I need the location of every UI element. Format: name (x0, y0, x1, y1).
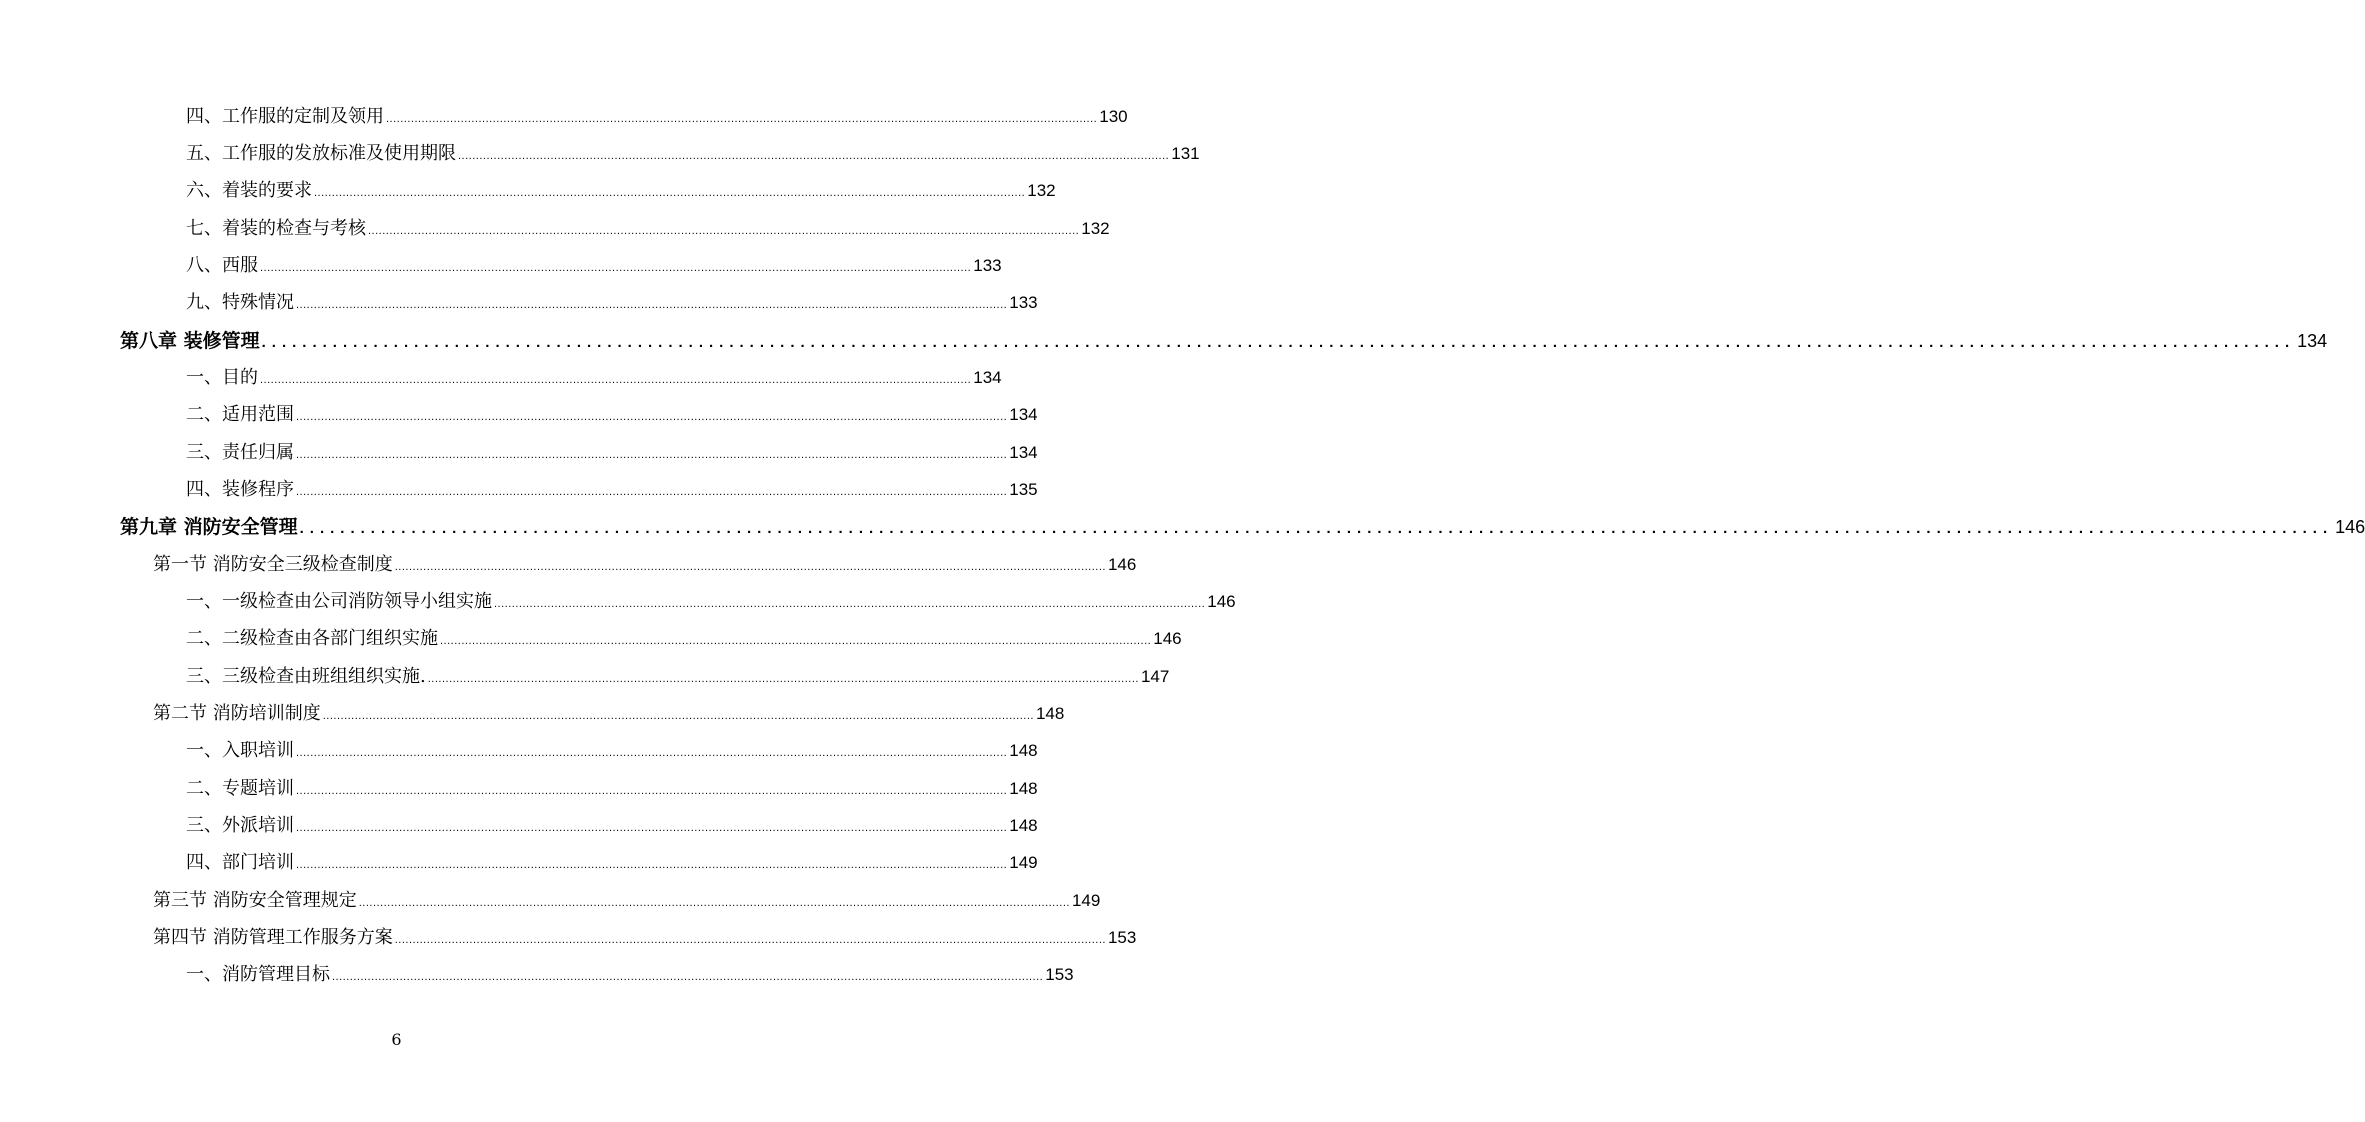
toc-entry-page: 149 (1009, 853, 1038, 872)
toc-section-label: 第四节 消防管理工作服务方案 (153, 927, 393, 948)
toc-entry-label: 三、三级检查由班组组织实施. (186, 666, 426, 687)
toc-entry[interactable] (186, 175, 1056, 207)
dot-leader: ........................................................................................................................................................................................................ (296, 747, 1008, 759)
toc-entry[interactable] (186, 362, 1002, 394)
toc-entry-page: 148 (1009, 741, 1038, 760)
toc-entry-label: 七、着装的检查与考核 (186, 218, 366, 239)
toc-section[interactable] (153, 922, 1137, 954)
toc-entry-label: 六、着装的要求 (186, 180, 312, 201)
toc-entry[interactable] (186, 101, 1128, 133)
toc-entry[interactable] (186, 847, 1038, 879)
toc-entry-page: 132 (1027, 181, 1056, 200)
toc-entry-page: 130 (1099, 107, 1128, 126)
toc-entry-label: 一、入职培训 (186, 740, 294, 761)
toc-entry-label: 一、目的 (186, 367, 258, 388)
toc-entry-page: 146 (1207, 592, 1236, 611)
toc-entry[interactable] (186, 810, 1038, 842)
toc-section-page: 146 (1107, 555, 1137, 574)
dot-leader: ........................................................................................................................................................................................................ (440, 635, 1152, 647)
toc-chapter-page: 146 (2335, 517, 2365, 537)
toc-entry-page: 148 (1009, 779, 1038, 798)
toc-section[interactable] (153, 885, 1101, 917)
dot-leader: ........................................................................................................................................................................................................ (296, 299, 1008, 311)
toc-entry-label: 二、专题培训 (186, 778, 294, 799)
toc-entry[interactable] (186, 623, 1182, 655)
toc-entry[interactable] (186, 213, 1110, 245)
toc-chapter[interactable] (120, 325, 2328, 357)
toc-entry-label: 三、外派培训 (186, 815, 294, 836)
toc-section[interactable] (153, 698, 1065, 730)
toc-entry-label: 四、装修程序 (186, 479, 294, 500)
toc-entry-page: 135 (1009, 480, 1038, 499)
dot-leader: ........................................................................................................................................................................................................ (296, 859, 1008, 871)
toc-entry-page: 147 (1140, 667, 1170, 686)
toc-entry[interactable] (186, 773, 1038, 805)
toc-chapter-label: 第九章 消防安全管理 (120, 516, 298, 538)
toc-section-page: 153 (1107, 928, 1137, 947)
toc-entry[interactable] (186, 735, 1038, 767)
toc-entry-label: 九、特殊情况 (186, 292, 294, 313)
toc-entry-page: 133 (1009, 293, 1038, 312)
dot-leader: ........................................................................................................................................................................................................ (394, 561, 1106, 573)
toc-entry-page: 132 (1081, 219, 1110, 238)
toc-entry[interactable] (186, 437, 1038, 469)
dot-leader: ........................................................................................................................................................................................................ (260, 262, 972, 274)
toc-entry-page: 146 (1153, 629, 1182, 648)
dot-leader: ........................................................................................................................................................................................................ (427, 673, 1139, 685)
toc-section[interactable] (153, 549, 1137, 581)
toc-section-page: 149 (1071, 891, 1101, 910)
toc-entry-page: 134 (1009, 443, 1038, 462)
toc-entry-page: 153 (1045, 965, 1074, 984)
dot-leader: ........................................................................................................................................................................................................ (260, 374, 972, 386)
dot-leader: ........................................................................................................................................................................................................ (332, 971, 1044, 983)
toc-chapter-page: 134 (2297, 331, 2328, 351)
dot-leader: ........................................................................................................................................................................................................ (296, 449, 1008, 461)
page-number: 6 (391, 1030, 402, 1049)
toc-entry[interactable] (186, 661, 1170, 693)
dot-leader: ........................................................................................................................................................................................................ (261, 334, 2296, 351)
toc-entry-label: 四、工作服的定制及领用 (186, 106, 384, 127)
toc-entry-page: 131 (1171, 144, 1200, 163)
dot-leader: ........................................................................................................................................................................................................ (296, 822, 1008, 834)
toc-entry[interactable] (186, 586, 1236, 618)
toc-entry-label: 八、西服 (186, 255, 258, 276)
dot-leader: ........................................................................................................................................................................................................ (386, 113, 1098, 125)
toc-entry[interactable] (186, 959, 1074, 991)
toc-entry-label: 一、消防管理目标 (186, 964, 330, 985)
dot-leader: ........................................................................................................................................................................................................ (314, 187, 1026, 199)
toc-section-label: 第二节 消防培训制度 (153, 703, 321, 724)
dot-leader: ........................................................................................................................................................................................................ (322, 710, 1034, 722)
dot-leader: ........................................................................................................................................................................................................ (458, 150, 1170, 162)
toc-section-label: 第三节 消防安全管理规定 (153, 890, 357, 911)
dot-leader: ........................................................................................................................................................................................................ (299, 520, 2334, 537)
toc-entry-page: 134 (1009, 405, 1038, 424)
toc-chapter[interactable] (120, 511, 2365, 543)
toc-entry-label: 二、适用范围 (186, 404, 294, 425)
toc-entry[interactable] (186, 250, 1002, 282)
toc-entry-page: 133 (973, 256, 1002, 275)
toc-entry[interactable] (186, 287, 1038, 319)
toc-entry-page: 134 (973, 368, 1002, 387)
toc-chapter-label: 第八章 装修管理 (120, 330, 260, 352)
dot-leader: ........................................................................................................................................................................................................ (358, 897, 1070, 909)
dot-leader: ........................................................................................................................................................................................................ (296, 785, 1008, 797)
toc-entry[interactable] (186, 138, 1200, 170)
dot-leader: ........................................................................................................................................................................................................ (368, 225, 1080, 237)
toc-entry-label: 一、一级检查由公司消防领导小组实施 (186, 591, 492, 612)
toc-entry-label: 三、责任归属 (186, 442, 294, 463)
dot-leader: ........................................................................................................................................................................................................ (296, 411, 1008, 423)
toc-section-label: 第一节 消防安全三级检查制度 (153, 554, 393, 575)
toc-entry[interactable] (186, 399, 1038, 431)
toc-entry[interactable] (186, 474, 1038, 506)
toc-section-page: 148 (1035, 704, 1065, 723)
toc-entry-label: 四、部门培训 (186, 852, 294, 873)
toc-entry-label: 五、工作服的发放标准及使用期限 (186, 143, 456, 164)
dot-leader: ........................................................................................................................................................................................................ (494, 598, 1206, 610)
dot-leader: ........................................................................................................................................................................................................ (296, 486, 1008, 498)
toc-entry-label: 二、二级检查由各部门组织实施 (186, 628, 438, 649)
dot-leader: ........................................................................................................................................................................................................ (394, 934, 1106, 946)
toc-entry-page: 148 (1009, 816, 1038, 835)
